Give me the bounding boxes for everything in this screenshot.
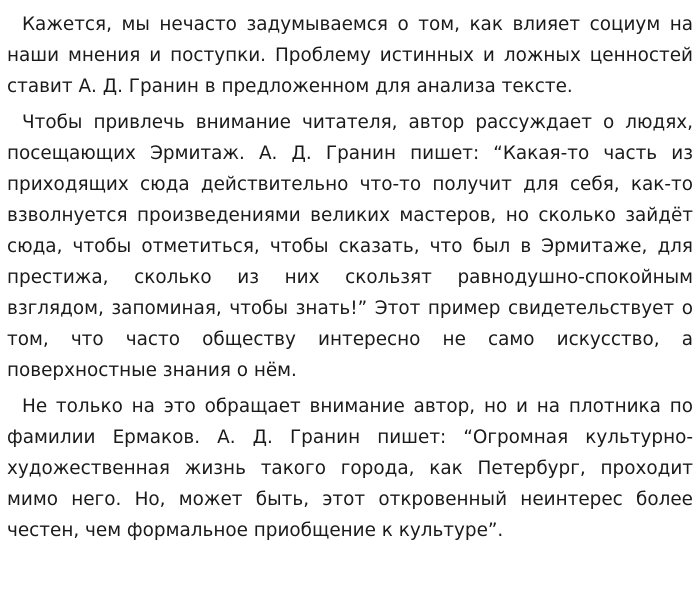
- paragraph-carpenter-example: Не только на это обращает внимание автор, но и на плотника по фамилии Ермаков. А. Д. Гранин пишет: “Огромная культурно-художественная жизнь такого города, как Петербург, проходит мимо него. Но, может быть, этот откровенный неинтерес более честен, чем формальное приобщение к культуре”.: [7, 396, 693, 541]
- paragraph-hermitage-example: Чтобы привлечь внимание читателя, автор рассуждает о людях, посещающих Эрмитаж. А. Д. Гранин пишет: “Какая-то часть из приходящих сюда действительно что-то получит для себя, как-то взволнуется произведениями великих мастеров, но сколько зайдёт сюда, чтобы отметиться, чтобы сказать, что был в Эрмитаже, для престижа, сколько из них скользят равнодушно-спокойным взглядом, запоминая, чтобы знать!” Этот пример свидетельствует о том, что часто обществу интересно не само искусство, а поверхностные знания о нём.: [7, 112, 693, 381]
- paragraph-intro: Кажется, мы нечасто задумываемся о том, как влияет социум на наши мнения и поступки. Проблему истинных и ложных ценностей ставит А. Д. Гранин в предложенном для анализа тексте.: [7, 14, 693, 97]
